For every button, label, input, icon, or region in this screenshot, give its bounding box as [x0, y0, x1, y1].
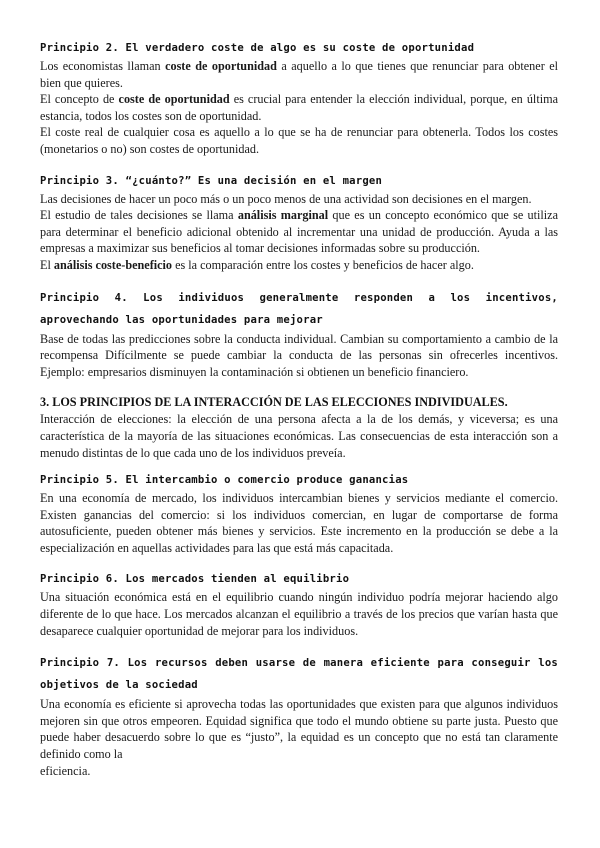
principle-3-paragraph-2: El estudio de tales decisiones se llama análisis marginal que es un concepto económico que se utiliza para determinar el beneficio adicional obtenido al incrementar una unidad de producción. Ayuda a las empresas a maximizar sus beneficios al tomar decisiones informadas sobre su producción. — [40, 208, 558, 256]
principle-3-heading: Principio 3. “¿cuánto?” Es una decisión en el margen — [40, 174, 383, 187]
principle-7-paragraph-tail: eficiencia. — [40, 763, 91, 778]
principle-4-paragraph-1: Base de todas las predicciones sobre la conducta individual. Cambian su comportamiento a cambio de la recompensa Difícilmente se puede cambiar la conducta de las personas sin ofrecerles incentivos. Ejemplo: empresarios disminuyen la contaminación si obtienen un beneficio financiero. — [40, 331, 558, 379]
section-3-paragraph-1: Interacción de elecciones: la elección de una persona afecta a la de los demás, y viceversa; es una característica de la mayoría de las situaciones económicas. Las consecuencias de esta interacción son a menudo distintas de lo que cada uno de los individuos preveía. — [40, 412, 558, 460]
section-3-heading: 3. LOS PRINCIPIOS DE LA INTERACCIÓN DE LAS ELECCIONES INDIVIDUALES. — [40, 395, 508, 410]
principle-7-heading: Principio 7. Los recursos deben usarse de manera eficiente para conseguir los objetivos de la sociedad — [40, 657, 558, 692]
principle-7-paragraph-1: Una economía es eficiente si aprovecha todas las oportunidades que existen para que algunos individuos mejoren sin que otros empeoren. Equidad significa que todo el mundo obtiene su parte justa. Puesto que puede haber desacuerdo sobre lo que es “justo”, la equidad es un concepto que no está tan claramente definido como la — [40, 697, 558, 762]
principle-2-paragraph-2: El concepto de coste de oportunidad es crucial para entender la elección individual, porque, en última estancia, todos los costes son de oportunidad. — [40, 92, 558, 123]
principle-6-paragraph-1: Una situación económica está en el equilibrio cuando ningún individuo podría mejorar haciendo algo diferente de lo que hace. Los mercados alcanzan el equilibrio a través de los precios que varían hasta que desaparece cualquier oportunidad de mejorar para los individuos. — [40, 590, 558, 638]
principle-2-paragraph-3: El coste real de cualquier cosa es aquello a lo que se ha de renunciar para obtenerla. Todos los costes (monetarios o no) son costes de oportunidad. — [40, 125, 558, 156]
principle-5-heading: Principio 5. El intercambio o comercio produce ganancias — [40, 474, 409, 487]
principle-4-heading: Principio 4. Los individuos generalmente responden a los incentivos, aprovechando las oportunidades para mejorar — [40, 291, 558, 326]
principle-3-paragraph-3: El análisis coste-beneficio es la comparación entre los costes y beneficios de hacer algo. — [40, 257, 474, 272]
principle-6-heading: Principio 6. Los mercados tienden al equilibrio — [40, 573, 350, 586]
principle-2-heading: Principio 2. El verdadero coste de algo es su coste de oportunidad — [40, 42, 475, 54]
principle-3-paragraph-1: Las decisiones de hacer un poco más o un poco menos de una actividad son decisiones en el margen. — [40, 191, 532, 206]
principle-2-paragraph-1: Los economistas llaman coste de oportunidad a aquello a lo que tienes que renunciar para obtener el bien que quieres. — [40, 59, 558, 90]
principle-5-paragraph-1: En una economía de mercado, los individuos intercambian bienes y servicios mediante el comercio. Existen ganancias del comercio: si los individuos comercian, en lugar de comportarse de forma autosuficiente, pueden obtener más bienes y servicios. Este incremento en la producción se debe a la especialización en aquellas actividades para las que está más capacitada. — [40, 491, 558, 555]
document-body — [40, 38, 558, 779]
